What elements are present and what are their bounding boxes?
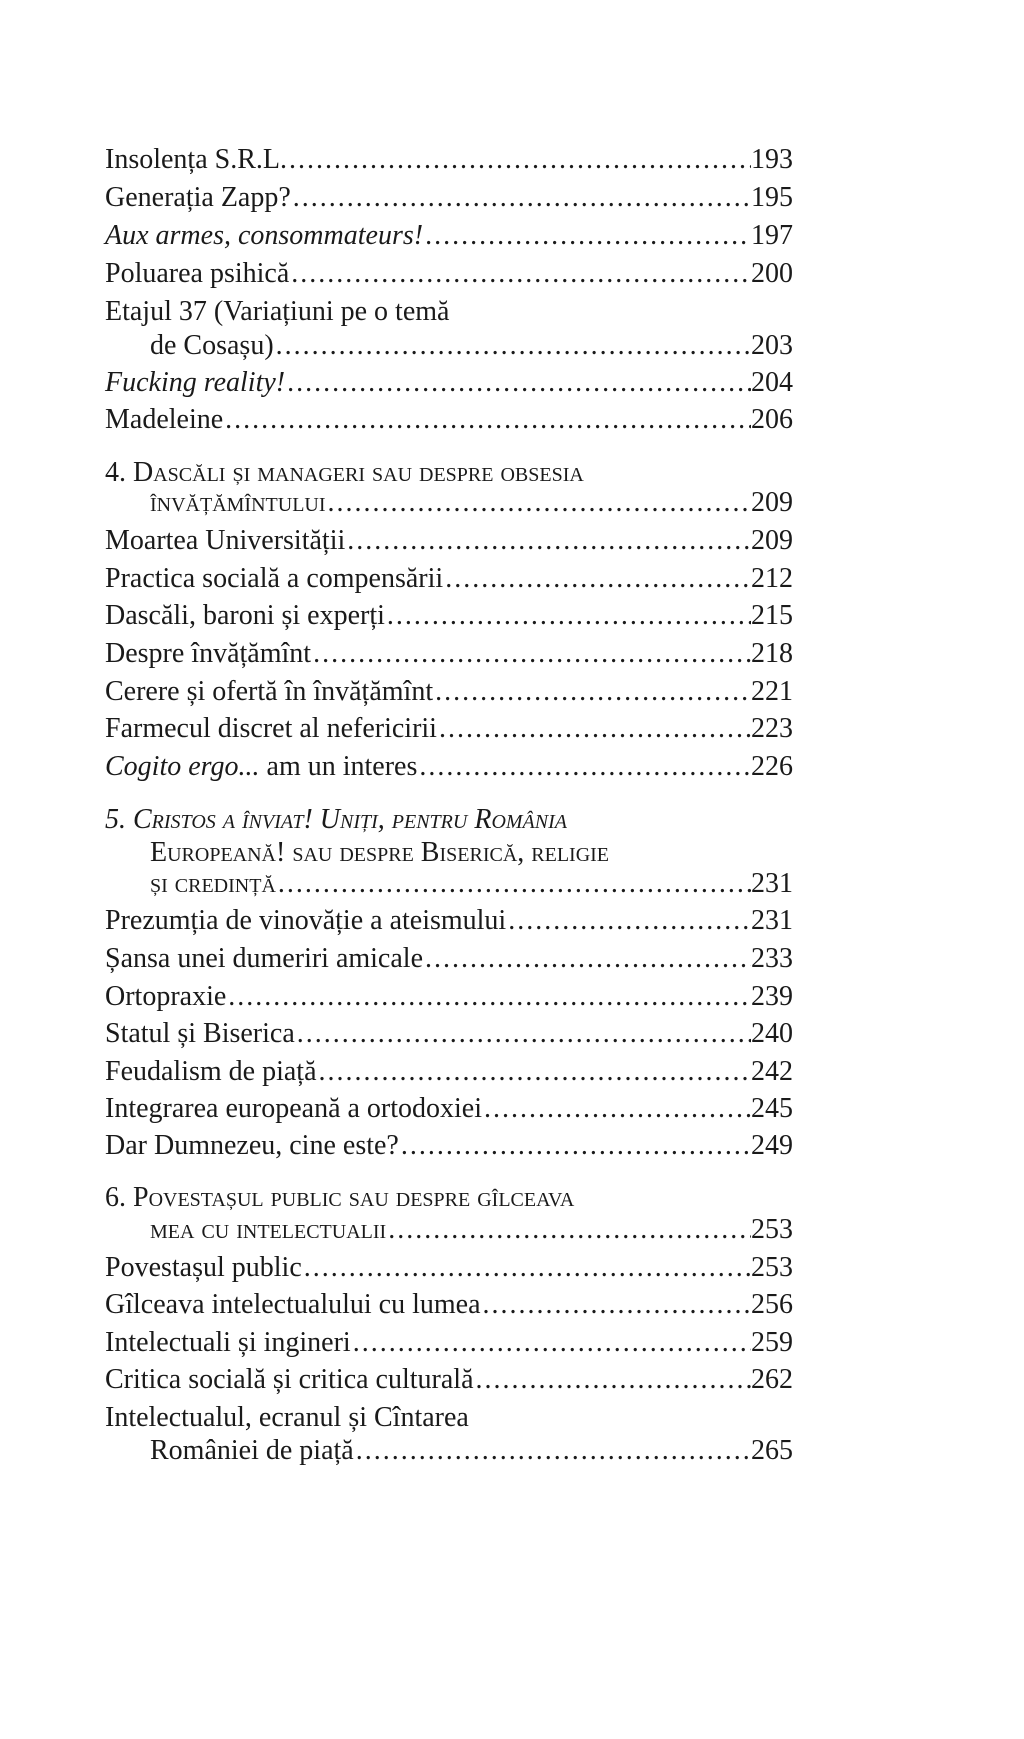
chapter-heading [105, 1180, 793, 1216]
entry-title: Practica socială a compensării [105, 563, 444, 594]
chapter-heading-cont [150, 1212, 793, 1248]
entry-title: Farmecul discret al nefericirii [105, 713, 437, 744]
chapter-heading-cont [150, 485, 793, 521]
toc-entry [105, 256, 793, 292]
dot-leader [226, 979, 751, 1015]
page-number: 203 [751, 330, 793, 361]
entry-title: Dar Dumnezeu, cine este? [105, 1130, 399, 1161]
page-number: 253 [751, 1252, 793, 1283]
page-number: 245 [751, 1093, 793, 1124]
page-number: 193 [751, 144, 793, 175]
entry-title: Despre învățămînt [105, 638, 312, 669]
dot-leader [285, 365, 751, 401]
page-number: 218 [751, 638, 793, 669]
entry-title: Ortopraxie [105, 981, 227, 1012]
dot-leader [385, 598, 751, 634]
page-number: 200 [751, 258, 793, 289]
dot-leader [443, 561, 751, 597]
toc-entry [105, 523, 793, 559]
toc-entry [105, 711, 793, 747]
page-number: 259 [751, 1327, 793, 1358]
entry-title: Integrarea europeană a ortodoxiei [105, 1093, 483, 1124]
toc-entry [105, 1400, 793, 1436]
page-number: 215 [751, 600, 793, 631]
page-number: 256 [751, 1289, 793, 1320]
page-number: 265 [751, 1435, 793, 1466]
entry-title-cont: de Cosașu) [150, 330, 274, 361]
page-number: 233 [751, 943, 793, 974]
dot-leader [417, 749, 751, 785]
dot-leader [274, 328, 751, 364]
chapter-title: 5. Cristos a înviat! Uniți, pentru România [105, 804, 567, 835]
dot-leader [223, 402, 751, 438]
page-number: 231 [751, 868, 793, 899]
dot-leader [423, 941, 751, 977]
chapter-title-cont: învățămîntului [150, 487, 326, 518]
dot-leader [474, 1362, 752, 1398]
entry-title: Insolența S.R.L. [105, 144, 287, 175]
chapter-heading-cont [150, 866, 793, 902]
toc-entry-cont [150, 328, 793, 364]
toc-entry-cont [150, 1433, 793, 1469]
dot-leader [506, 903, 751, 939]
toc-entry [105, 941, 793, 977]
dot-leader [351, 1325, 751, 1361]
page-number: 209 [751, 525, 793, 556]
dot-leader [345, 523, 751, 559]
page-number: 206 [751, 404, 793, 435]
toc-entry [105, 1054, 793, 1090]
page-number: 240 [751, 1018, 793, 1049]
dot-leader [302, 1250, 751, 1286]
chapter-title: 4. Dascăli și manageri sau despre obsesia [105, 457, 584, 488]
dot-leader [399, 1128, 751, 1164]
chapter-title: 6. Povestașul public sau despre gîlceava [105, 1182, 575, 1213]
entry-title: Povestașul public [105, 1252, 302, 1283]
dot-leader [311, 636, 751, 672]
entry-title: Prezumția de vinovăție a ateismului [105, 905, 507, 936]
toc-entry [105, 903, 793, 939]
dot-leader [437, 711, 751, 747]
toc-entry [105, 402, 793, 438]
toc-entry [105, 365, 793, 401]
page-number: 221 [751, 676, 793, 707]
page-number: 204 [751, 367, 793, 398]
chapter-title-cont: și credință [150, 868, 276, 899]
entry-title: Cerere și ofertă în învățămînt [105, 676, 434, 707]
entry-title: Aux armes, consommateurs! [105, 220, 424, 251]
toc-entry [105, 142, 793, 178]
toc-entry [105, 1128, 793, 1164]
entry-title: Cogito ergo... [105, 751, 260, 782]
toc-entry [105, 294, 793, 330]
toc-entry [105, 636, 793, 672]
entry-title: Gîlceava intelectualului cu lumea [105, 1289, 481, 1320]
toc-entry [105, 1016, 793, 1052]
entry-title: Moartea Universității [105, 525, 346, 556]
toc-entry [105, 979, 793, 1015]
toc-entry [105, 674, 793, 710]
toc-entry [105, 1362, 793, 1398]
page-number: 212 [751, 563, 793, 594]
toc-entry [105, 1250, 793, 1286]
dot-leader [317, 1054, 751, 1090]
dot-leader [481, 1287, 752, 1323]
page-number: 262 [751, 1364, 793, 1395]
entry-title: Generația Zapp? [105, 182, 291, 213]
page-number: 209 [751, 487, 793, 518]
page-number: 197 [751, 220, 793, 251]
entry-title: Intelectualul, ecranul și Cîntarea [105, 1402, 469, 1433]
entry-title: Intelectuali și ingineri [105, 1327, 351, 1358]
entry-title-rest: am un interes [259, 751, 418, 782]
entry-title: Madeleine [105, 404, 224, 435]
entry-title: Feudalism de piață [105, 1056, 317, 1087]
entry-title: Statul și Biserica [105, 1018, 295, 1049]
page-number: 195 [751, 182, 793, 213]
toc-entry [105, 1091, 793, 1127]
dot-leader [295, 1016, 751, 1052]
page-number: 239 [751, 981, 793, 1012]
entry-title: Etajul 37 (Variațiuni pe o temă [105, 296, 450, 327]
entry-title: Poluarea psihică [105, 258, 290, 289]
page-number: 231 [751, 905, 793, 936]
toc-entry [105, 1325, 793, 1361]
dot-leader [386, 1212, 751, 1248]
entry-title-cont: României de piață [150, 1435, 354, 1466]
toc-entry [105, 180, 793, 216]
page-number: 253 [751, 1214, 793, 1245]
entry-title: Șansa unei dumeriri amicale [105, 943, 423, 974]
dot-leader [433, 674, 751, 710]
page-number: 223 [751, 713, 793, 744]
toc-entry [105, 749, 793, 785]
chapter-title-cont: Europeană! sau despre Biserică, religie [150, 837, 610, 868]
chapter-title-cont: mea cu intelectualii [150, 1214, 387, 1245]
dot-leader [289, 256, 751, 292]
entry-title: Critica socială și critica culturală [105, 1364, 474, 1395]
toc-entry [105, 598, 793, 634]
chapter-heading [105, 802, 793, 838]
dot-leader [423, 218, 751, 254]
page-number: 242 [751, 1056, 793, 1087]
page-number: 226 [751, 751, 793, 782]
entry-title: Fucking reality! [105, 367, 286, 398]
dot-leader [287, 142, 751, 178]
dot-leader [291, 180, 751, 216]
dot-leader [354, 1433, 751, 1469]
dot-leader [326, 485, 751, 521]
dot-leader [482, 1091, 751, 1127]
dot-leader [276, 866, 751, 902]
toc-entry [105, 218, 793, 254]
page-number: 249 [751, 1130, 793, 1161]
toc-entry [105, 561, 793, 597]
toc-entry [105, 1287, 793, 1323]
entry-title: Dascăli, baroni și experți [105, 600, 385, 631]
